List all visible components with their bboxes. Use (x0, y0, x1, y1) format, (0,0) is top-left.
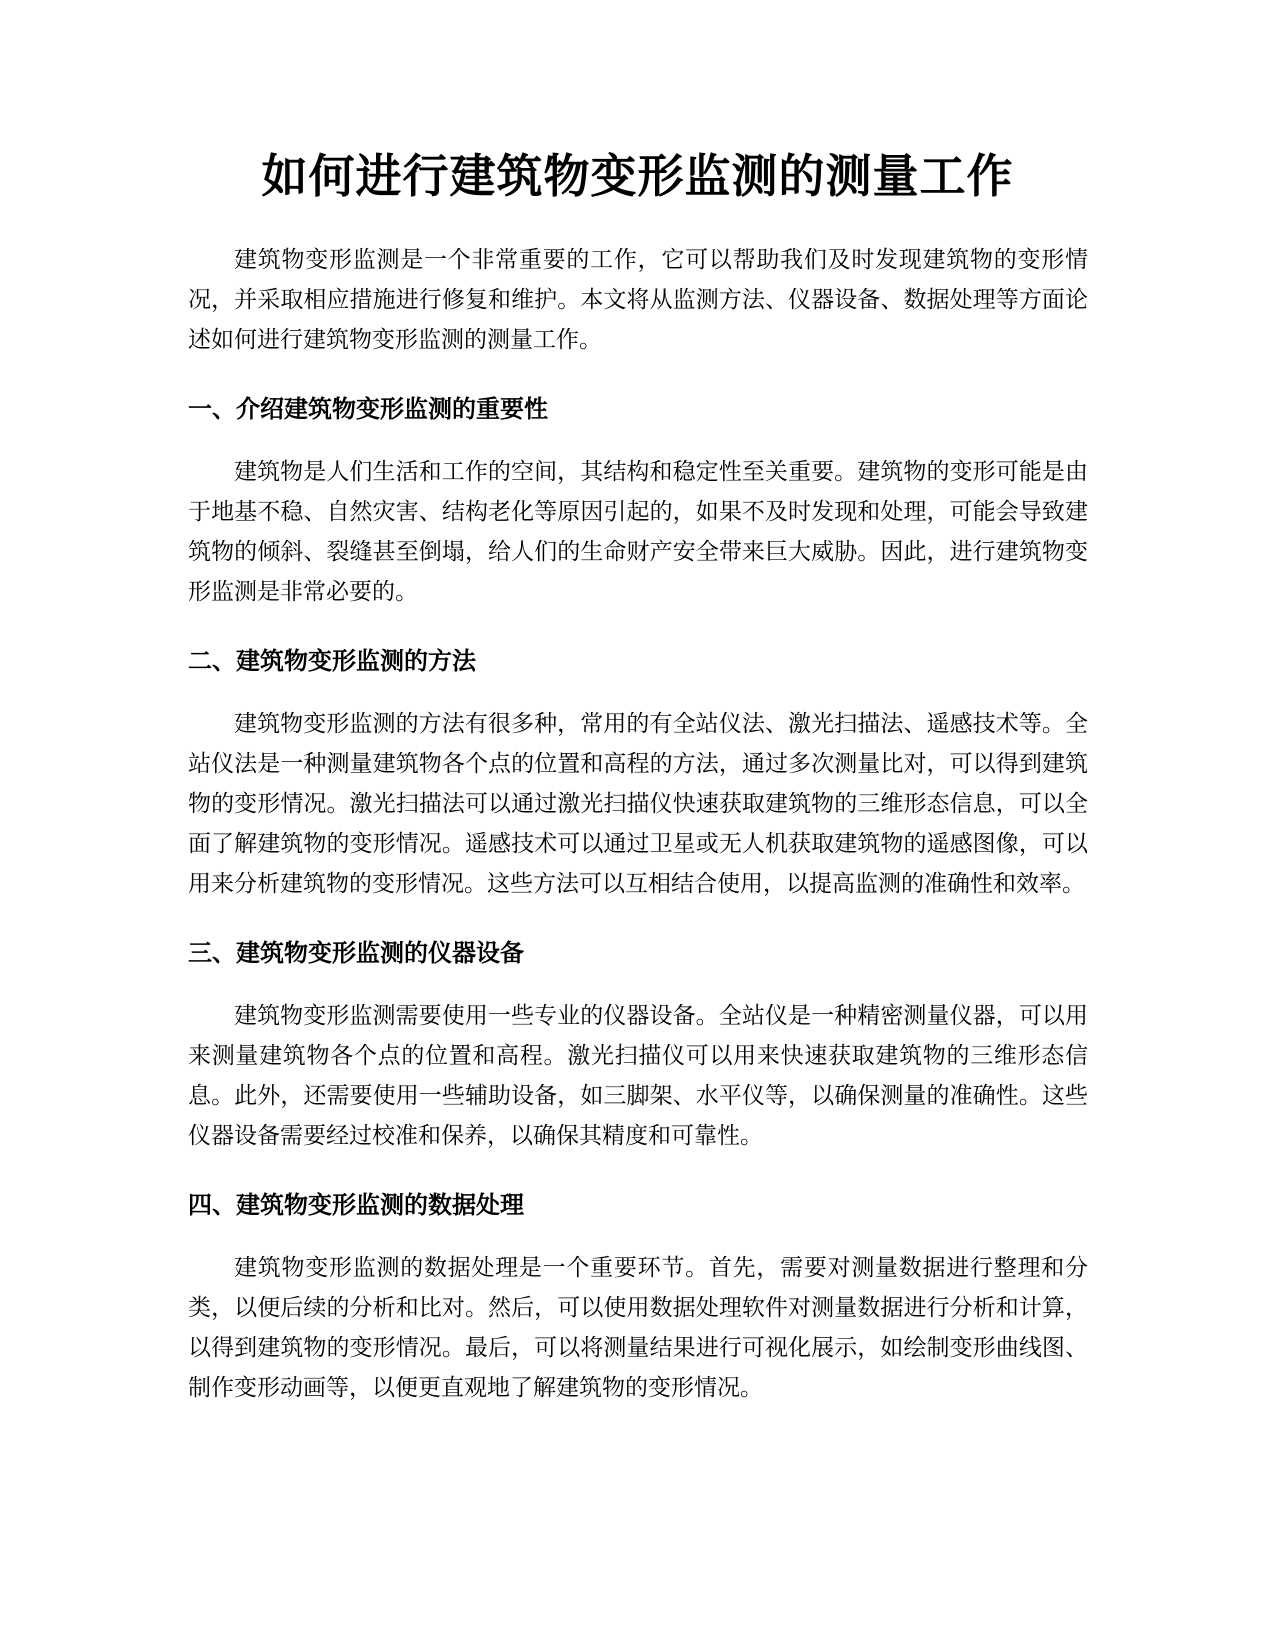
section-heading-instruments: 三、建筑物变形监测的仪器设备 (188, 939, 524, 967)
section-body-methods: 建筑物变形监测的方法有很多种，常用的有全站仪法、激光扫描法、遥感技术等。全站仪法是一种测量建筑物各个点的位置和高程的方法，通过多次测量比对，可以得到建筑物的变形情况。激光扫描法可以通过激光扫描仪快速获取建筑物的三维形态信息，可以全面了解建筑物的变形情况。遥感技术可以通过卫星或无人机获取建筑物的遥感图像，可以用来分析建筑物的变形情况。这些方法可以互相结合使用，以提高监测的准确性和效率。 (188, 711, 1088, 897)
document-body (188, 240, 1088, 1408)
section-body-instruments: 建筑物变形监测需要使用一些专业的仪器设备。全站仪是一种精密测量仪器，可以用来测量建筑物各个点的位置和高程。激光扫描仪可以用来快速获取建筑物的三维形态信息。此外，还需要使用一些辅助设备，如三脚架、水平仪等，以确保测量的准确性。这些仪器设备需要经过校准和保养，以确保其精度和可靠性。 (188, 1003, 1088, 1149)
section-heading-importance: 一、介绍建筑物变形监测的重要性 (188, 395, 548, 423)
section-heading-methods: 二、建筑物变形监测的方法 (188, 647, 476, 675)
section-heading-data-processing: 四、建筑物变形监测的数据处理 (188, 1191, 524, 1219)
document-title: 如何进行建筑物变形监测的测量工作 (261, 149, 1014, 203)
section-body-data-processing: 建筑物变形监测的数据处理是一个重要环节。首先，需要对测量数据进行整理和分类，以便后续的分析和比对。然后，可以使用数据处理软件对测量数据进行分析和计算，以得到建筑物的变形情况。最后，可以将测量结果进行可视化展示，如绘制变形曲线图、制作变形动画等，以便更直观地了解建筑物的变形情况。 (188, 1255, 1088, 1401)
intro-paragraph: 建筑物变形监测是一个非常重要的工作，它可以帮助我们及时发现建筑物的变形情况，并采取相应措施进行修复和维护。本文将从监测方法、仪器设备、数据处理等方面论述如何进行建筑物变形监测的测量工作。 (188, 247, 1088, 353)
section-body-importance: 建筑物是人们生活和工作的空间，其结构和稳定性至关重要。建筑物的变形可能是由于地基不稳、自然灾害、结构老化等原因引起的，如果不及时发现和处理，可能会导致建筑物的倾斜、裂缝甚至倒塌，给人们的生命财产安全带来巨大威胁。因此，进行建筑物变形监测是非常必要的。 (188, 459, 1088, 605)
